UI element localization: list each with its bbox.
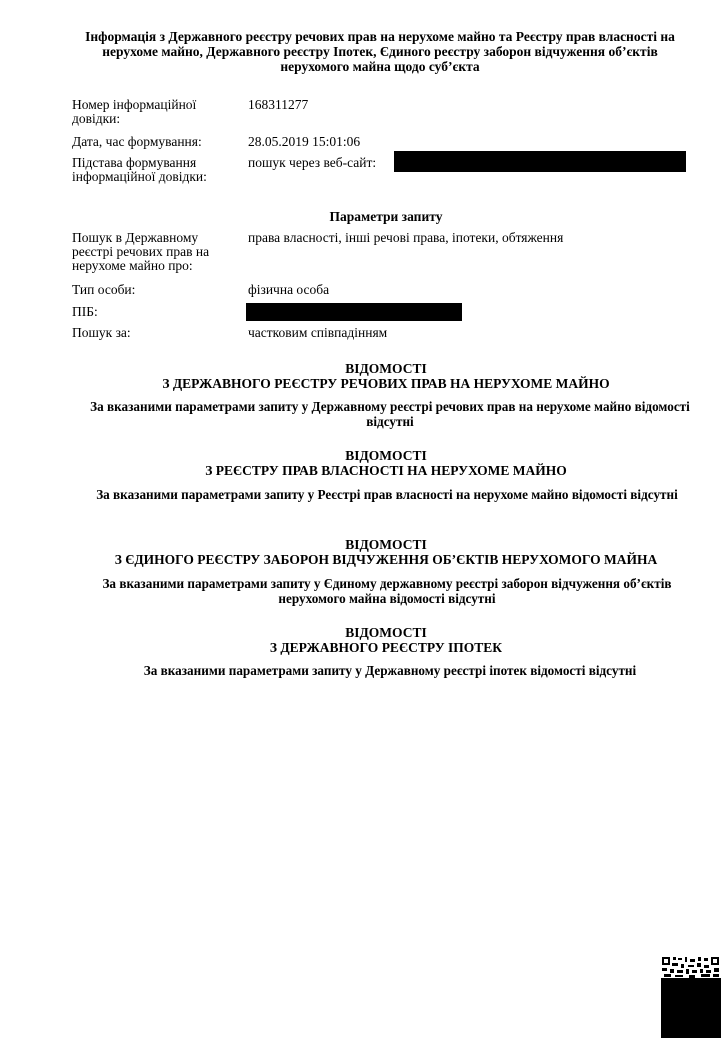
section-1-heading-line1: ВІДОМОСТІ (345, 361, 427, 376)
params-type-value: фізична особа (248, 282, 330, 297)
info-date-label: Дата, час формування: (72, 134, 202, 149)
section-1-heading (72, 362, 700, 391)
info-basis-text: пошук через веб-сайт: (248, 155, 377, 170)
section-3-body: За вказаними параметрами запиту у Єдиному державному реєстрі заборон відчуження об’єктів нерухомого майна відомості відсутні (102, 576, 672, 606)
params-by-value: частковим співпадінням (248, 325, 388, 340)
section-4-body: За вказаними параметрами запиту у Державному реєстрі іпотек відомості відсутні (143, 663, 637, 678)
params-search-value: права власності, інші речові права, іпотеки, обтяження (248, 230, 564, 245)
section-2-heading (72, 449, 700, 478)
info-basis-value (248, 156, 376, 170)
params-by-label: Пошук за: (72, 325, 131, 340)
params-title: Параметри запиту (329, 209, 443, 224)
info-basis-label: Підстава формування інформаційної довідки: (72, 155, 207, 184)
params-name-label: ПІБ: (72, 304, 98, 319)
section-4-heading-line1: ВІДОМОСТІ (345, 625, 427, 640)
redacted-name (246, 303, 462, 321)
params-type-label: Тип особи: (72, 282, 136, 297)
section-2-heading-line2: З РЕЄСТРУ ПРАВ ВЛАСНОСТІ НА НЕРУХОМЕ МАЙНО (205, 462, 567, 478)
qr-code-icon (661, 956, 721, 978)
section-2-heading-line1: ВІДОМОСТІ (345, 448, 427, 463)
info-date-value: 28.05.2019 15:01:06 (248, 134, 361, 149)
section-4-heading-line2: З ДЕРЖАВНОГО РЕЄСТРУ ІПОТЕК (269, 639, 503, 655)
info-number-value: 168311277 (248, 97, 309, 112)
section-3-heading (72, 538, 700, 567)
section-3-heading-line1: ВІДОМОСТІ (345, 537, 427, 552)
section-1-heading-line2: З ДЕРЖАВНОГО РЕЄСТРУ РЕЧОВИХ ПРАВ НА НЕРУХОМЕ МАЙНО (162, 375, 610, 391)
section-4-heading (72, 626, 700, 655)
section-3-heading-line2: З ЄДИНОГО РЕЄСТРУ ЗАБОРОН ВІДЧУЖЕННЯ ОБ’ЄКТІВ НЕРУХОМОГО МАЙНА (114, 551, 658, 567)
info-number-label: Номер інформаційної довідки: (72, 97, 197, 126)
qr-code (661, 956, 721, 1038)
section-1-body: За вказаними параметрами запиту у Державному реєстрі речових прав на нерухоме майно відомості відсутні (90, 399, 690, 429)
section-2-body: За вказаними параметрами запиту у Реєстрі прав власності на нерухоме майно відомості відсутні (96, 487, 678, 502)
document-title: Інформація з Державного реєстру речових прав на нерухоме майно та Реєстру прав власності на нерухоме майно, Державного реєстру Іпотек, Єдиного реєстру заборон відчуження об’єктів нерухомого майна щодо суб’єкта (85, 29, 675, 74)
redacted-website (394, 151, 686, 172)
params-search-label: Пошук в Державному реєстрі речових прав на нерухоме майно про: (72, 230, 210, 273)
